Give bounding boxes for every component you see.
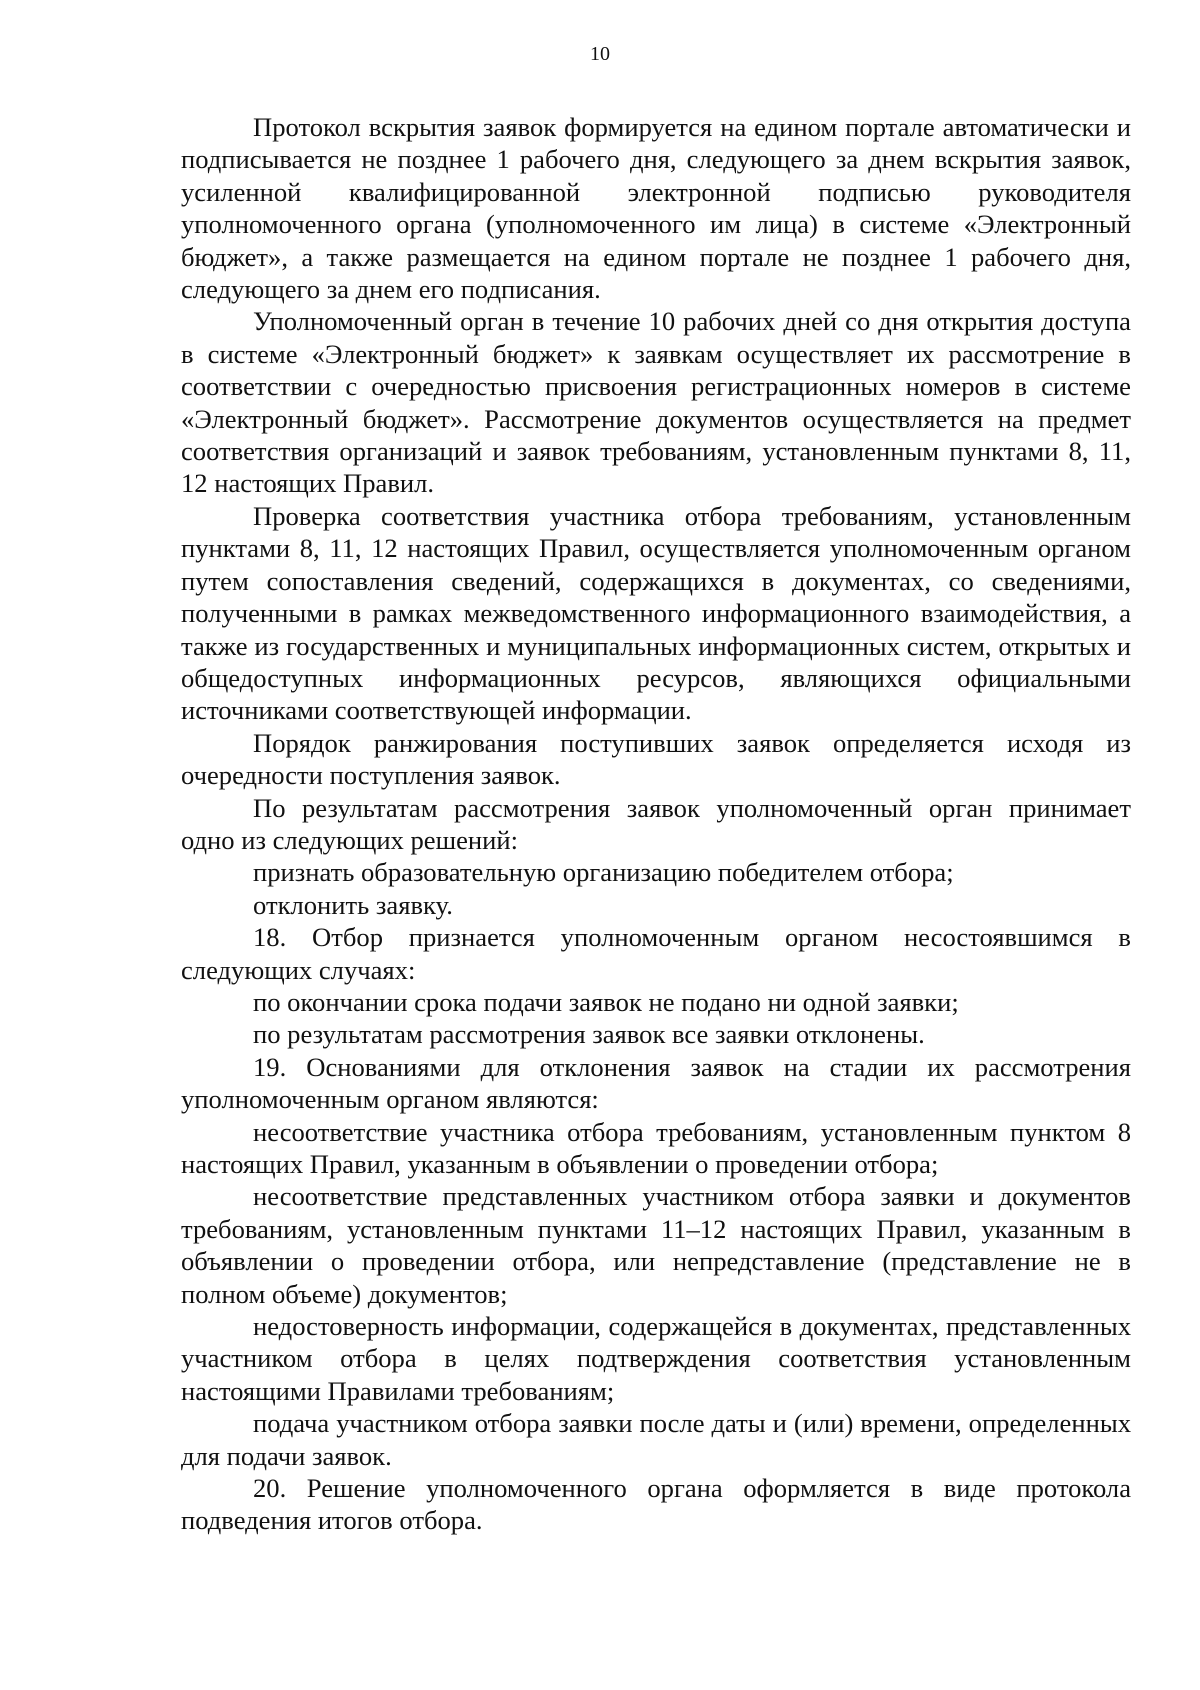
document-body [181,111,1131,1537]
paragraph: По результатам рассмотрения заявок уполномоченный орган принимает одно из следующих решений: [181,792,1131,855]
list-item: недостоверность информации, содержащейся в документах, представленных участником отбора в целях подтверждения соответствия установленным настоящими Правилами требованиям; [181,1311,1131,1406]
list-item: по результатам рассмотрения заявок все заявки отклонены. [253,1019,925,1050]
list-item: несоответствие участника отбора требованиям, установленным пунктом 8 настоящих Правил, указанным в объявлении о проведении отбора; [181,1116,1131,1179]
list-item: отклонить заявку. [253,889,453,920]
paragraph: Порядок ранжирования поступивших заявок определяется исходя из очередности поступления заявок. [181,727,1131,791]
list-item: несоответствие представленных участником отбора заявки и документов требованиям, установленным пунктами 11–12 настоящих Правил, указанным в объявлении о проведении отбора, или непредставление (представление не в полном объеме) документов; [181,1181,1131,1309]
paragraph: Уполномоченный орган в течение 10 рабочих дней со дня открытия доступа в системе «Электронный бюджет» к заявкам осуществляет их рассмотрение в соответствии с очередностью присвоения регистрационных номеров в системе «Электронный бюджет». Рассмотрение документов осуществляется на предмет соответствия организаций и заявок требованиям, установленным пунктами 8, 11, 12 настоящих Правил. [181,306,1131,499]
page-number: 10 [590,43,610,65]
list-item: признать образовательную организацию победителем отбора; [253,857,954,888]
paragraph-20: 20. Решение уполномоченного органа оформляется в виде протокола подведения итогов отбора. [181,1473,1131,1536]
list-item: по окончании срока подачи заявок не подано ни одной заявки; [253,986,959,1017]
paragraph: Протокол вскрытия заявок формируется на едином портале автоматически и подписывается не позднее 1 рабочего дня, следующего за днем вскрытия заявок, усиленной квалифицированной электронной подписью руководителя уполномоченного органа (уполномоченного им лица) в системе «Электронный бюджет», а также размещается на едином портале не позднее 1 рабочего дня, следующего за днем его подписания. [181,112,1131,305]
paragraph-18: 18. Отбор признается уполномоченным органом несостоявшимся в следующих случаях: [181,922,1131,985]
paragraph: Проверка соответствия участника отбора требованиям, установленным пунктами 8, 11, 12 настоящих Правил, осуществляется уполномоченным органом путем сопоставления сведений, содержащихся в документах, со сведениями, полученными в рамках межведомственного информационного взаимодействия, а также из государственных и муниципальных информационных систем, открытых и общедоступных информационных ресурсов, являющихся официальными источниками соответствующей информации. [181,500,1131,726]
list-item: подача участником отбора заявки после даты и (или) времени, определенных для подачи заявок. [181,1408,1131,1471]
paragraph-19: 19. Основаниями для отклонения заявок на стадии их рассмотрения уполномоченным органом являются: [181,1051,1131,1115]
